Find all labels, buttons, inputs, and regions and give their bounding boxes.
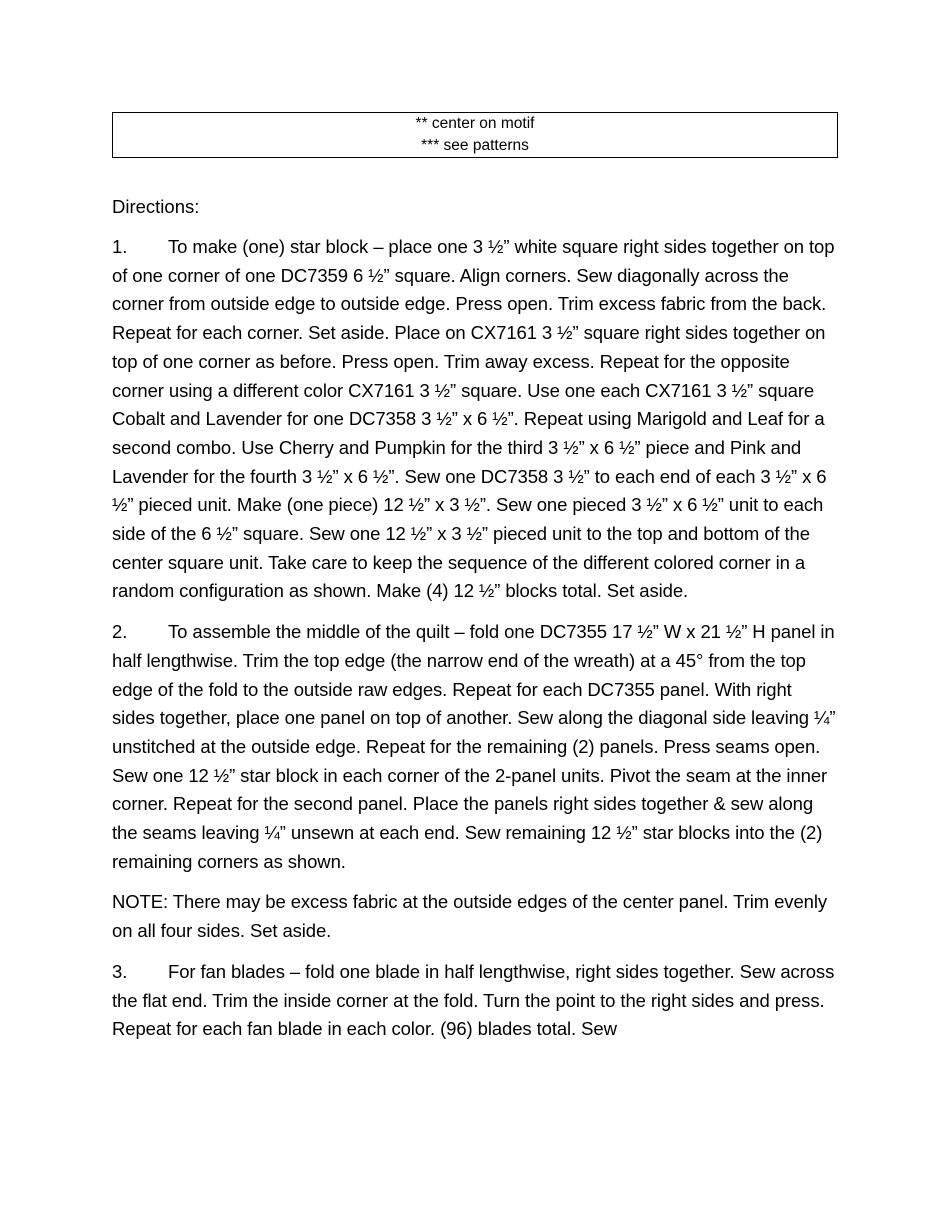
directions-heading: Directions: [112,196,200,217]
note-center-on-motif: ** center on motif [415,115,535,132]
step-2-text: To assemble the middle of the quilt – fold one DC7355 17 ½” W x 21 ½” H panel in half lengthwise. Trim the top edge (the narrow end of the wreath) at a 45° from the top edge of the fold to the outside raw edges. Repeat for each DC7355 panel. With right sides together, place one panel on top of another. Sew along the diagonal side leaving ¼” unstitched at the outside edge. Repeat for the remaining (2) panels. Press seams open. Sew one 12 ½” star block in each corner of the 2-panel units. Pivot the seam at the inner corner. Repeat for the second panel. Place the panels right sides together & sew along the seams leaving ¼” unsewn at each end. Sew remaining 12 ½” star blocks into the (2) remaining corners as shown. [112,621,836,872]
note-see-patterns: *** see patterns [421,137,529,154]
note-paragraph: NOTE: There may be excess fabric at the outside edges of the center panel. Trim evenly on all four sides. Set aside. [112,891,827,942]
step-2-number: 2. [112,621,128,643]
document-page [112,112,838,1044]
step-1-text: To make (one) star block – place one 3 ½” white square right sides together on top of one corner of one DC7359 6 ½” square. Align corners. Sew diagonally across the corner from outside edge to outside edge. Press open. Trim excess fabric from the back. Repeat for each corner. Set aside. Place on CX7161 3 ½” square right sides together on top of one corner as before. Press open. Trim away excess. Repeat for the opposite corner using a different color CX7161 3 ½” square. Use one each CX7161 3 ½” square Cobalt and Lavender for one DC7358 3 ½” x 6 ½”. Repeat using Marigold and Leaf for a second combo. Use Cherry and Pumpkin for the third 3 ½” x 6 ½” piece and Pink and Lavender for the fourth 3 ½” x 6 ½”. Sew one DC7358 3 ½” to each end of each 3 ½” x 6 ½” pieced unit. Make (one piece) 12 ½” x 3 ½”. Sew one pieced 3 ½” x 6 ½” unit to each side of the 6 ½” square. Sew one 12 ½” x 3 ½” pieced unit to the top and bottom of the center square unit. Take care to keep the sequence of the different colored corner in a random configuration as shown. Make (4) 12 ½” blocks total. Set aside. [112,236,835,602]
notes-box [112,112,838,158]
step-1-number: 1. [112,236,128,257]
step-3-number: 3. [112,960,128,982]
step-3-text: For fan blades – fold one blade in half lengthwise, right sides together. Sew across the flat end. Trim the inside corner at the fold. Turn the point to the right sides and press. Repeat for each fan blade in each color. (96) blades total. Sew [112,960,835,1040]
step-3-paragraph [112,958,838,1044]
step-1-paragraph [112,233,838,606]
step-2-paragraph [112,618,838,876]
